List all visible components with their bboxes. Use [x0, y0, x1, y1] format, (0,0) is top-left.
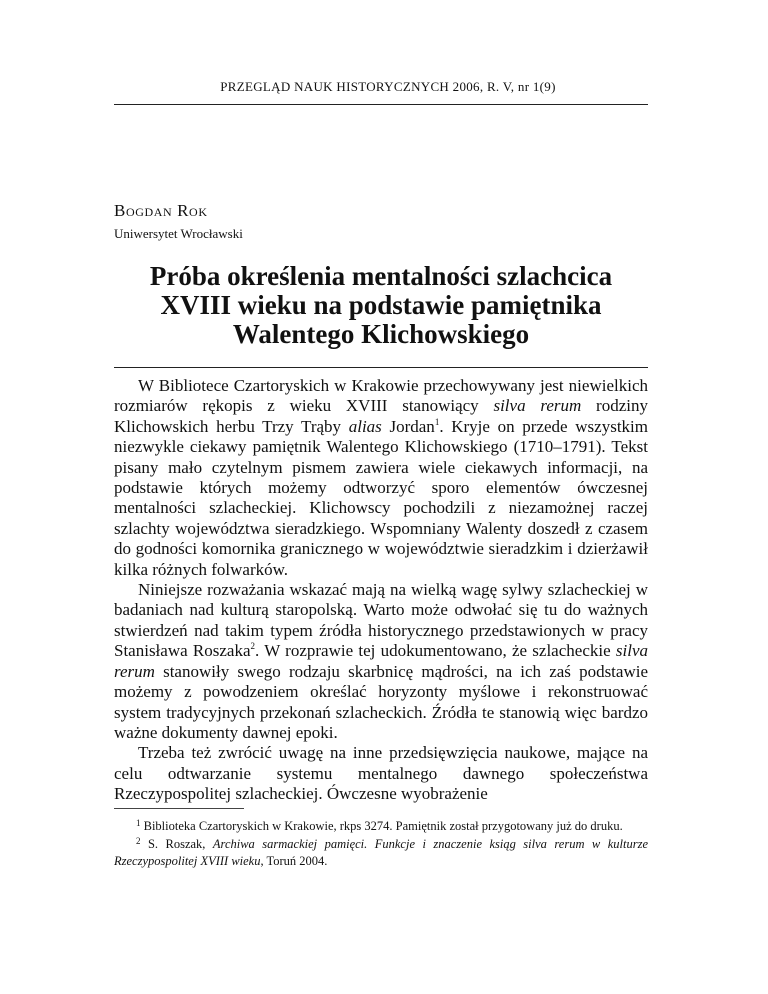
article-body	[114, 376, 648, 805]
title-rule	[114, 367, 648, 368]
footnote-ref: 1	[434, 416, 440, 427]
text-run: rodziny Klichowskich herbu Trzy Trąby	[114, 396, 648, 436]
footnote-ref: 2	[250, 641, 255, 652]
footnotes	[114, 818, 648, 871]
body-paragraph	[114, 743, 648, 804]
author-name: Bogdan Rok	[114, 201, 208, 220]
title-line: Próba określenia mentalności szlachcica	[149, 261, 613, 291]
footnote	[114, 836, 648, 871]
text-run: Trzeba też zwrócić uwagę na inne przedsięwzięcia naukowe, mające na celu odtwarzanie systemu mentalnego dawnego społeczeństwa Rzeczypospolitej szlacheckiej. Ówczesne wyobrażenie	[114, 743, 648, 804]
footnote-number: 2	[136, 835, 141, 846]
header-rule	[114, 104, 648, 105]
text-run: . W rozprawie tej udokumentowano, że szlacheckie	[255, 641, 616, 661]
article-title	[114, 262, 648, 349]
footnote-number: 1	[136, 818, 141, 828]
footnote	[114, 818, 648, 836]
text-run: W Bibliotece Czartoryskich w Krakowie przechowywany jest niewielkich rozmiarów rękopis z wieku XVIII stanowiący	[114, 376, 648, 416]
footnote-title: Archiwa sarmackiej pamięci. Funkcje i znaczenie ksiąg silva rerum w kulturze Rzeczypospolitej XVIII wieku	[114, 836, 649, 868]
text-run: Jordan	[381, 416, 435, 436]
footnote-text: , Toruń 2004.	[260, 854, 328, 868]
italic-term: silva rerum	[493, 396, 582, 416]
title-line: XVIII wieku na podstawie pamiętnika	[160, 290, 602, 320]
author-affiliation: Uniwersytet Wrocławski	[114, 226, 243, 241]
footnote-rule	[114, 808, 244, 809]
footnote-author: S. Roszak,	[140, 836, 213, 851]
text-run: . Kryje on przede wszystkim niezwykle ciekawy pamiętnik Walentego Klichowskiego (1710–1791). Tekst pisany mało czytelnym pismem zawiera wiele ciekawych informacji, na podstawie których możemy odtworzyć sporo elementów ówczesnej mentalności szlacheckiej. Klichowscy pochodzili z niezamożnej raczej szlachty województwa sieradzkiego. Wspomniany Walenty doszedł z czasem do godności komornika granicznego w województwie sieradzkim i dzierżawił kilka różnych folwarków.	[114, 416, 649, 579]
body-paragraph	[114, 376, 648, 580]
text-run: stanowiły swego rodzaju skarbnicę mądrości, na ich zaś podstawie możemy z powodzeniem określać horyzonty myślowe i rekonstruować system tradycyjnych przekonań szlacheckich. Źródła te stanowią więc bardzo ważne dokumenty dawnej epoki.	[114, 661, 648, 742]
footnote-text: Biblioteka Czartoryskich w Krakowie, rkps 3274. Pamiętnik został przygotowany już do druku.	[140, 819, 623, 833]
body-paragraph	[114, 580, 648, 743]
text-run: Niniejsze rozważania wskazać mają na wielką wagę sylwy szlacheckiej w badaniach nad kulturą staropolską. Warto może odwołać się tu do ważnych stwierdzeń nad takim typem źródła historycznego przedstawionych w pracy Stanisława Roszaka	[114, 580, 648, 661]
title-line: Walentego Klichowskiego	[232, 319, 530, 349]
running-head: PRZEGLĄD NAUK HISTORYCZNYCH 2006, R. V, nr 1(9)	[220, 79, 556, 94]
italic-term: silva rerum	[114, 641, 648, 681]
italic-term: alias	[348, 416, 382, 436]
